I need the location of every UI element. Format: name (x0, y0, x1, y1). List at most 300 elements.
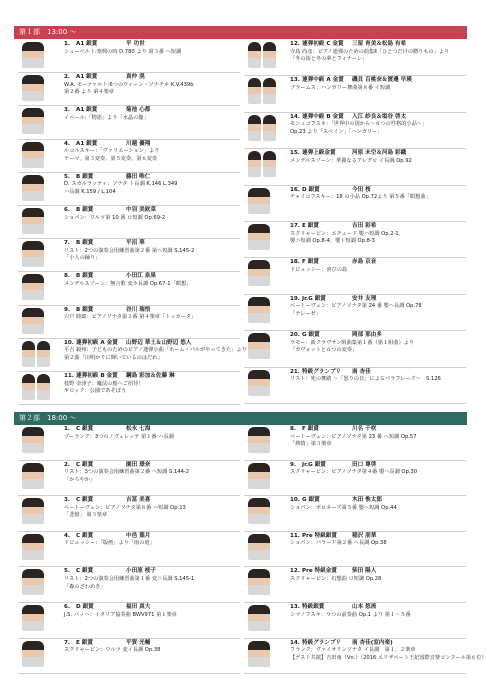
award-name: 特級銀賞 (302, 604, 325, 610)
entry-text (64, 426, 238, 441)
entry-number: 11. (290, 532, 300, 539)
performer-name: 平沼 華 (126, 240, 145, 247)
award-name: B 銀賞 (76, 207, 94, 213)
performer-name: 河原 未空＆河島 彩織 (352, 150, 407, 157)
entry-number: 11. (64, 373, 74, 379)
performer-portrait (22, 569, 44, 595)
program-line: 「森のざわめき」 (64, 583, 106, 590)
program-line: ベートーヴェン：ピアノソナタ第 24 番 嬰ヘ長調 Op.78 (290, 303, 422, 310)
performer-portrait (248, 224, 270, 250)
performer-photo (22, 75, 44, 101)
performer-name: 藤田 唯仁 (126, 173, 151, 180)
performer-photo (248, 115, 276, 141)
performer-entry (18, 425, 240, 461)
performer-portrait (37, 341, 50, 367)
performer-portrait (22, 175, 44, 201)
performer-entry (244, 222, 466, 258)
award-name: G 銀賞 (302, 497, 320, 504)
performer-portrait (22, 274, 44, 300)
program-line: ベートーヴェン：ピアノソナタ第８番 ハ短調 Op.13 (64, 504, 186, 511)
performer-portrait (22, 341, 35, 367)
performer-entry (244, 258, 466, 294)
performer-photo (22, 641, 44, 667)
performer-name: 園田 璟奈 (126, 461, 151, 468)
program-line: ショパン：バラード第２番 ヘ長調 Op.38 (290, 540, 387, 547)
performer-portrait (248, 260, 270, 286)
entry-heading (64, 426, 238, 434)
entry-number: 1. (64, 41, 71, 47)
part2-header: 第２部 18:00 ～ (14, 412, 467, 425)
performer-entry (18, 140, 240, 173)
entry-number: 17. (290, 223, 300, 229)
performer-portrait (248, 641, 270, 667)
award-name: 連弾上級金賞 (302, 150, 336, 157)
entry-number: 9. (290, 461, 297, 468)
entry-heading (64, 373, 238, 381)
program-line: リスト：2つの演奏会用練習曲第２番 第ヘ短調 S.145-2 (64, 247, 195, 254)
performer-name: 平 功世 (126, 41, 145, 47)
award-name: A1 銀賞 (76, 107, 98, 114)
performer-name: 赤島 京音 (352, 259, 377, 266)
program-line: ラモー：新クラヴサン組曲集第１番（第１組曲）より (290, 339, 415, 346)
performer-entry (18, 73, 240, 106)
award-name: Pre 特級銀賞 (302, 532, 337, 539)
performer-name: 中邑 葉月 (126, 532, 151, 539)
program-line: チャイコフスキー：18 の小品 Op.72より 第５番「瞑想曲」 (290, 194, 431, 201)
performer-portrait (248, 427, 270, 453)
entry-text (290, 639, 487, 663)
award-name: C 銀賞 (76, 532, 94, 539)
performer-name: 吉田 彩希 (352, 223, 377, 229)
entry-number: 9. (64, 306, 71, 313)
entry-number: 14. (290, 639, 300, 646)
performer-portrait (37, 374, 50, 400)
performer-name: 田口 尊啓 (352, 461, 377, 468)
performer-portrait (22, 241, 44, 267)
program-line: 嬰ニ短調 Op.8-4、嬰ト短調 Op.8-3 (290, 238, 375, 245)
performer-photo (22, 108, 44, 134)
performer-entry (18, 206, 240, 239)
performer-photo (22, 42, 44, 68)
award-name: A1 銀賞 (76, 140, 98, 147)
performer-entry (18, 106, 240, 139)
performer-entry (244, 331, 466, 367)
entry-number: 20. (290, 332, 300, 339)
program-line: メンデルスゾーン：華麗なるアレグロ イ長調 Op.92 (290, 157, 412, 164)
performer-name: 今田 桜 (352, 186, 371, 193)
entry-number: 6. (64, 207, 71, 213)
performer-name: 三留 育美＆松島 有希 (352, 41, 407, 47)
entry-text (290, 114, 464, 137)
award-name: F 銀賞 (302, 426, 319, 432)
performer-name: 小田原 桜子 (126, 568, 156, 575)
performer-photo (248, 188, 270, 214)
entry-text (64, 568, 238, 591)
entry-heading (64, 74, 238, 82)
entry-number: 4. (64, 140, 71, 147)
award-name: D 銀賞 (76, 604, 94, 610)
performer-portrait (248, 463, 270, 489)
entry-text (64, 174, 238, 197)
entry-text (290, 533, 464, 548)
entry-number: 8. (290, 426, 297, 432)
award-name: 連弾中級 A 金賞 (302, 77, 344, 84)
award-name: B 銀賞 (76, 273, 94, 280)
entry-text (64, 604, 238, 619)
program-line: D. スカルラッティ：ソナタ ト長調 K.146 L.349 (64, 181, 178, 188)
award-name: B 銀賞 (76, 240, 94, 247)
program-line: ギロック：公園であそぼう (64, 388, 127, 395)
entry-text (290, 223, 464, 246)
award-name: G 銀賞 (302, 332, 320, 339)
program-line: ドビュッシー：「版画」より「雨の庭」 (64, 540, 155, 547)
entry-text (64, 373, 238, 396)
performer-name: 南 杏佳(室内楽) (352, 639, 393, 646)
performer-entry (18, 496, 240, 532)
performer-photo (248, 333, 270, 359)
entry-number: 3. (64, 107, 71, 114)
award-name: C 銀賞 (76, 497, 94, 504)
performer-entry (18, 639, 240, 675)
entry-number: 7. (64, 639, 71, 646)
performer-photo (22, 341, 50, 367)
performer-name: 松永 七海 (126, 426, 151, 432)
entry-number: 21. (290, 368, 300, 375)
performer-photo (22, 308, 44, 334)
program-line: 「悲愴」 第３楽章 (64, 512, 108, 519)
award-name: Jr.G 銀賞 (302, 461, 326, 468)
program-line: イベール:「物語」より「水晶の籠」 (64, 114, 149, 121)
performer-name: 小田江 泉果 (126, 273, 156, 280)
entry-number: 2. (64, 74, 71, 81)
entry-number: 12. (290, 41, 300, 47)
entry-number: 10. (64, 339, 74, 346)
performer-portrait (248, 498, 270, 524)
entry-text (290, 259, 464, 274)
performer-portrait (263, 78, 276, 104)
performer-photo (248, 534, 270, 560)
award-name: F 銀賞 (302, 259, 319, 266)
entry-text (64, 462, 238, 485)
program-line: 平吉 毅州：子どものためのピアノ連弾小曲「ホーム・パルがやってきた」より (64, 347, 247, 354)
award-name: C 銀賞 (76, 426, 94, 432)
performer-entry (18, 306, 240, 339)
entry-text (64, 207, 238, 222)
entry-heading (64, 240, 238, 248)
program-line: ルコルスキー：「ヴァリエーション」より (64, 148, 160, 155)
entry-number: 13. (290, 604, 300, 610)
entry-number: 13. (290, 77, 300, 84)
program-line: 宍戸 睦郎：ピアノソナタ第２番 第４楽章「トッカータ」 (64, 314, 197, 321)
entry-heading (64, 568, 238, 576)
entry-heading (290, 77, 464, 85)
award-name: C 銀賞 (76, 461, 94, 468)
performer-name: 木田 惟太郎 (352, 497, 382, 504)
performer-entry (18, 532, 240, 568)
performer-entry (244, 186, 466, 222)
program-line: 【ゲスト共演】吉田南（Vn.）（2016 エリザベート王妃国際音楽コンクール第６位） (290, 654, 487, 661)
entry-text (64, 640, 238, 655)
performer-portrait (248, 42, 261, 68)
program-line: フランク：ヴァイオリンソナタ イ長調 第１、２楽章 (290, 647, 416, 654)
program-line: モシュコフスキ：「世界中の国から～６つの性格的小品～」 (290, 121, 428, 128)
performer-photo (248, 370, 270, 396)
entry-text (290, 41, 464, 64)
entry-text (64, 240, 238, 263)
entry-text (64, 339, 247, 363)
award-name: 連弾初級 A 金賞 (76, 339, 118, 346)
performer-portrait (248, 534, 270, 560)
program-line: ベートーヴェン：ピアノソナタ第 23 番 ヘ短調 Op.57 (290, 433, 417, 440)
entry-text (290, 369, 464, 384)
entry-text (290, 462, 464, 477)
performer-name: 谷川 瑞悟 (126, 306, 151, 313)
entry-text (290, 568, 464, 583)
performer-name: 真仲 滉 (126, 74, 145, 81)
program-line: ドビュッシー：喜びの島 (290, 266, 348, 273)
performer-entry (18, 603, 240, 639)
performer-photo (22, 498, 44, 524)
performer-photo (22, 463, 44, 489)
award-name: 特級グランプリ (302, 639, 341, 646)
performer-entry (18, 239, 240, 272)
entry-number: 5. (64, 173, 71, 180)
award-name: E 銀賞 (302, 223, 319, 229)
performer-name: 稲沢 朋華 (352, 532, 377, 539)
award-name: Jr.G 銀賞 (302, 295, 326, 302)
entry-heading (290, 41, 464, 49)
entry-number: 16. (290, 186, 300, 193)
performer-portrait (22, 534, 44, 560)
entry-text (64, 74, 238, 97)
performer-photo (248, 605, 270, 631)
performer-name: 柴田 陽人 (352, 568, 377, 575)
performer-portrait (263, 151, 276, 177)
performer-portrait (22, 374, 35, 400)
entry-number: 4. (64, 532, 71, 539)
award-name: 連弾初級 C 金賞 (302, 41, 344, 47)
entry-number: 5. (64, 568, 71, 575)
performer-name: 吉冨 美喜 (126, 497, 151, 504)
performer-name: 南 杏佳 (352, 368, 371, 375)
performer-name: 安井 友理 (352, 295, 377, 302)
performer-name: 川名 千咲 (352, 426, 377, 432)
entry-heading (290, 568, 464, 576)
program-line: 「かろやか」 (64, 476, 96, 483)
program-line: リスト：死の舞踏 ～「怒りの日」によるパラフレーズ～ S.126 (290, 376, 441, 383)
entry-number: 8. (64, 273, 71, 280)
performer-portrait (22, 498, 44, 524)
program-line: 第２番 より 第４楽章 (64, 89, 114, 96)
program-line: 「小人の踊り」 (64, 255, 101, 262)
program-line: 枝野 奈津子：魔法の船へご招待！ (64, 380, 144, 387)
entry-heading (290, 150, 464, 158)
entry-heading (290, 259, 464, 267)
performer-portrait (248, 370, 270, 396)
entry-heading (64, 207, 238, 215)
program-line: Op.23 より「スペイン」「ハンガリー」 (290, 128, 383, 135)
performer-photo (22, 534, 44, 560)
performer-name: 入江 紗良＆塩谷 啓太 (352, 113, 407, 120)
program-line: スクリャービン：エチュード 嬰ハ短調 Op.2-1、 (290, 230, 404, 237)
performer-name: 山本 悠流 (352, 604, 377, 610)
performer-photo (22, 274, 44, 300)
program-line: プーランク：3つのノヴェレッテ 第１番 ハ長調 (64, 433, 174, 440)
program-line: ハ長調 K.159 / L.104 (64, 188, 116, 195)
performer-photo (22, 175, 44, 201)
entry-heading (64, 604, 238, 612)
program-line: 「熱情」第３楽章 (290, 441, 332, 448)
performer-entry (244, 40, 466, 76)
entry-number: 18. (290, 259, 300, 266)
performer-portrait (22, 142, 44, 168)
performer-portrait (263, 42, 276, 68)
entry-heading (290, 223, 464, 231)
award-name: A1 銀賞 (76, 41, 98, 47)
performer-name: 磯貝 百桃奈＆渡邊 早瑛 (352, 77, 412, 84)
program-line: シマノフスキ：９つの前奏曲 Op.1 より 第１～５番 (290, 611, 411, 618)
entry-text (64, 141, 238, 164)
performer-photo (248, 151, 276, 177)
performer-name: 中羽 美欧菜 (126, 207, 156, 213)
performer-portrait (22, 108, 44, 134)
program-line: テーマ、第３変奏、第５変奏、第６変奏 (64, 155, 158, 162)
entry-heading (64, 497, 238, 505)
entry-text (290, 604, 464, 619)
performer-entry (18, 40, 240, 73)
performer-photo (248, 427, 270, 453)
performer-photo (248, 78, 276, 104)
performer-entry (244, 76, 466, 112)
performer-portrait (22, 208, 44, 234)
entry-number: 15. (290, 150, 300, 157)
performer-entry (18, 173, 240, 206)
entry-text (64, 107, 238, 122)
performer-entry (18, 339, 247, 372)
award-name: B 銀賞 (76, 306, 94, 313)
award-name: D 銀賞 (302, 186, 320, 193)
entry-number: 14. (290, 113, 300, 120)
entry-number: 1. (64, 426, 71, 432)
program-line: スクリャービン：ワルツ 変イ長調 Op.38 (64, 647, 161, 654)
entry-heading (64, 41, 238, 49)
entry-text (290, 150, 464, 165)
program-line: ブラームス：ハンガリー舞曲第８番 イ短調 (290, 84, 391, 91)
performer-entry (244, 295, 466, 331)
performer-photo (248, 569, 270, 595)
performer-photo (248, 641, 270, 667)
part1-header: 第１部 13:00 ～ (14, 26, 467, 39)
performer-portrait (248, 297, 270, 323)
award-name: 特級グランプリ (302, 368, 341, 375)
entry-text (290, 77, 464, 92)
performer-portrait (22, 427, 44, 453)
performer-entry (244, 603, 466, 639)
entry-number: 6. (64, 604, 71, 610)
entry-text (290, 426, 464, 449)
performer-portrait (22, 308, 44, 334)
entry-text (290, 187, 464, 202)
entry-number: 19. (290, 295, 300, 302)
program-line: スクリャービン：ピアノソナタ第４番 嬰ヘ長調 Op.30 (290, 469, 418, 476)
program-line: 「冬の街と冬の夢とフィナーレ」 (290, 56, 368, 63)
entry-heading (64, 107, 238, 115)
performer-portrait (22, 605, 44, 631)
program-line: 寺島 尚彦：ピアノ連弾のための曲集Ⅱ「ひとつだけの贈りもの」より (290, 48, 450, 55)
performer-entry (244, 496, 466, 532)
performer-entry (18, 461, 240, 497)
award-name: 連弾初級 B 金賞 (76, 373, 118, 379)
entry-number: 7. (64, 240, 71, 247)
entry-heading (290, 332, 464, 340)
performer-portrait (22, 42, 44, 68)
program-line: 第２曲「川明かりに輝いているのはだれ」 (64, 354, 163, 361)
entry-heading (64, 273, 238, 281)
performer-name: 岡部 那由多 (352, 332, 382, 339)
performer-photo (22, 427, 44, 453)
entry-number: 3. (64, 497, 71, 504)
performer-portrait (248, 115, 261, 141)
performer-photo (22, 569, 44, 595)
performer-entry (244, 532, 466, 568)
entry-heading (290, 604, 464, 612)
program-line: ショパン：ワルツ第 10 番 ロ短調 Op.69-2 (64, 214, 166, 221)
entry-heading (290, 497, 464, 505)
entry-number: 2. (64, 461, 71, 468)
performer-name: 菊池 心都 (126, 107, 151, 114)
entry-text (290, 332, 464, 355)
performer-entry (244, 149, 466, 185)
entry-heading (290, 426, 464, 434)
performer-photo (248, 260, 270, 286)
performer-portrait (248, 151, 261, 177)
performer-entry (18, 372, 240, 405)
award-name: Pre 特級金賞 (302, 568, 337, 575)
performer-entry (244, 425, 466, 461)
entry-text (64, 497, 238, 520)
award-name: E 銀賞 (76, 639, 93, 646)
award-name: 連弾中級 B 金賞 (302, 113, 344, 120)
performer-photo (22, 142, 44, 168)
performer-portrait (22, 641, 44, 667)
entry-text (64, 41, 238, 56)
program-line: J.S. バッハ：イタリア協奏曲 BWV971 第１楽章 (64, 611, 177, 618)
award-name: C 銀賞 (76, 568, 94, 575)
performer-entry (244, 639, 487, 675)
award-name: A1 銀賞 (76, 74, 98, 81)
entry-text (64, 307, 238, 322)
entry-number: 12. (290, 568, 300, 575)
performer-entry (244, 368, 466, 404)
performer-photo (22, 374, 50, 400)
performer-entry (18, 567, 240, 603)
program-line: リスト：3つの演奏会用練習曲第２番 ヘ短調 S.144-2 (64, 469, 190, 476)
performer-name: 福田 真大 (126, 604, 151, 610)
performer-photo (22, 241, 44, 267)
program-line: W.A. モーツァルト:6つのウィーン・ソナチネ K.V.439b (64, 81, 194, 88)
performer-entry (244, 567, 466, 603)
entry-text (64, 533, 238, 548)
entry-number: 10. (290, 497, 300, 504)
performer-photo (248, 297, 270, 323)
entry-text (64, 273, 238, 288)
entry-text (290, 497, 464, 512)
performer-portrait (248, 333, 270, 359)
performer-entry (18, 272, 240, 305)
program-line: スクリャービン：幻想曲 ロ短調 Op.28 (290, 575, 382, 582)
program-line: メンデルスゾーン：無言歌 変ホ長調 Op.67-1「瞑想」 (64, 280, 192, 287)
performer-photo (248, 463, 270, 489)
